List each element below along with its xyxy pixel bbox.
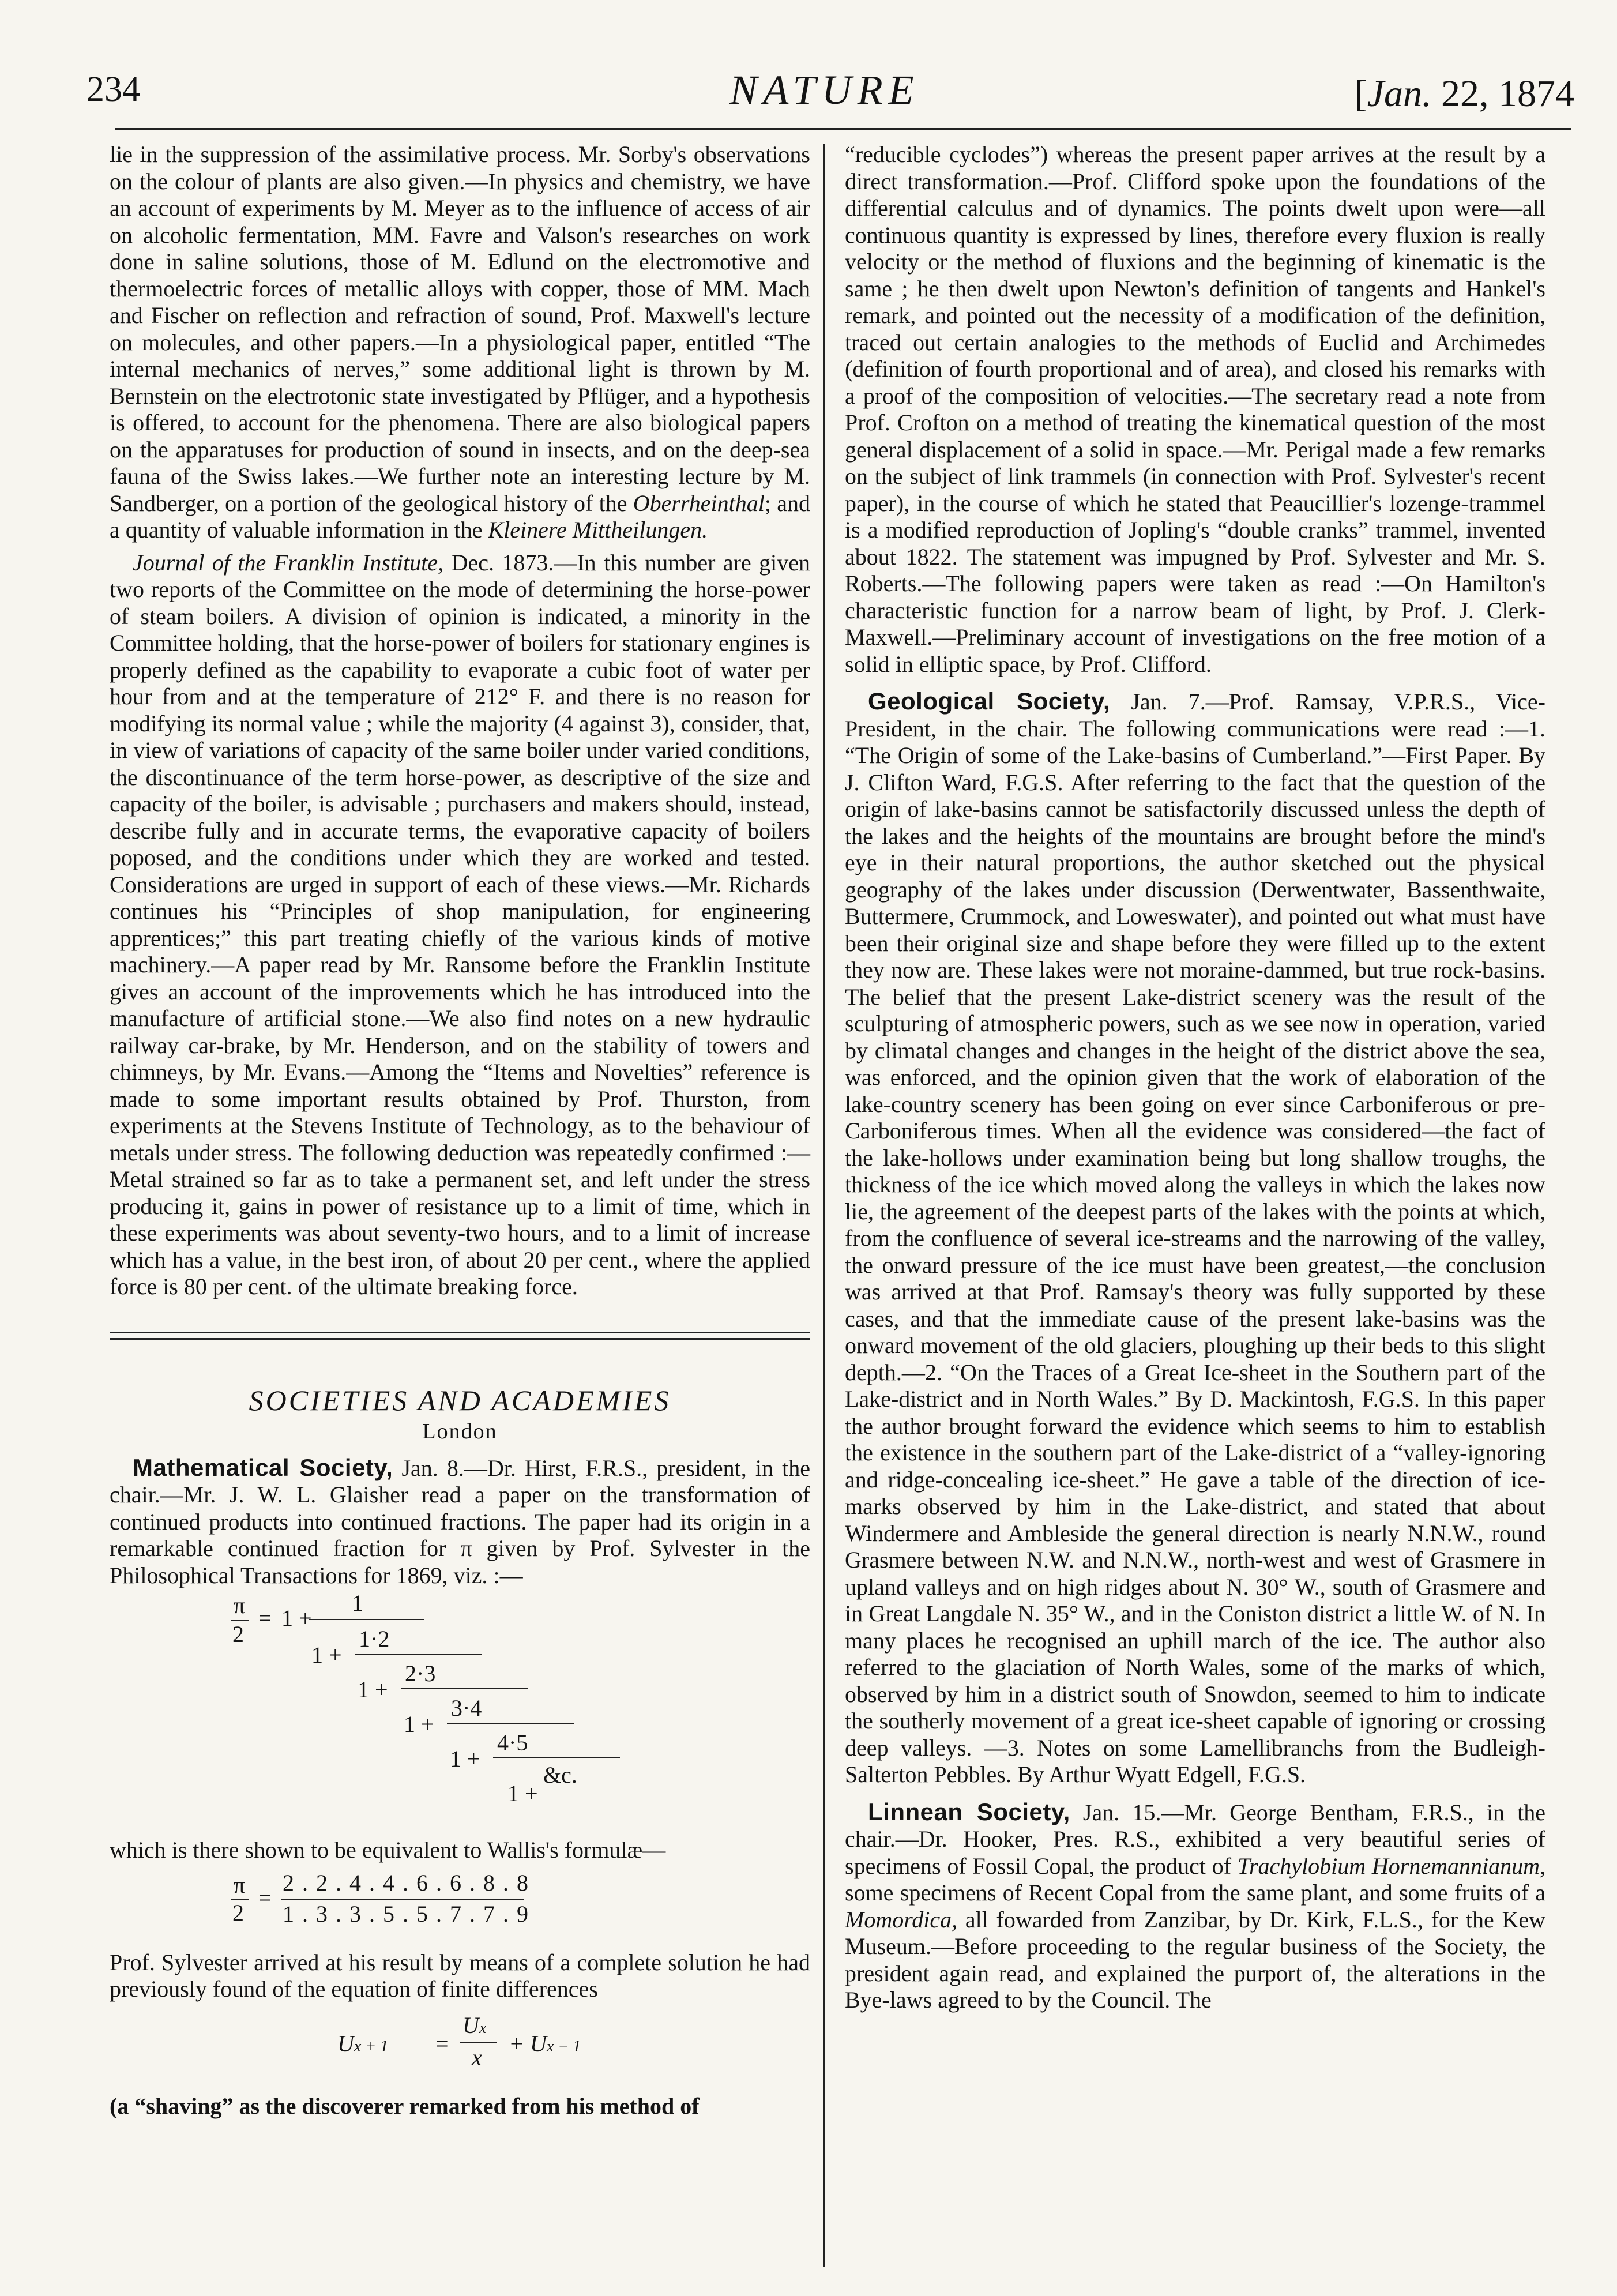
column-divider [823,144,825,2267]
society-name: Geological Society, [868,687,1111,715]
text: Jan. 15.—Mr. George Bentham, F.R.S., in the chair.—Dr. Hooker, Pres. R.S., exhibited a very beautiful series of specimens of Fossil Copal, the product of [845,1799,1545,1879]
wallis-numerator: 2 . 2 . 4 . 4 . 6 . 6 . 8 . 8 [283,1869,529,1896]
text: all fowarded from Zanzibar, by Dr. Kirk, F.L.S., for the Kew Museum.—Before proceeding to the regular business of the Society, the president again read, and explained the purport of, the alterations in the Bye-laws agreed to by the Council. The [845,1906,1545,2013]
one-plus: 1 + [404,1711,434,1737]
date-bracket: [ [1354,73,1367,115]
subscript: x − 1 [546,2037,581,2055]
text: Jan. 8.—Dr. Hirst, F.R.S., president, in the chair.—Mr. J. W. L. Glaisher read a paper on the transformation of continued products into continued fractions. The paper had its origin in a remarkable continued fraction for π given by Prof. Sylvester in the Philosophical Transactions for 1869, viz. :— [110,1455,810,1588]
subscript: x + 1 [354,2037,389,2055]
issue-date [1355,72,1574,116]
wallis-formula [110,1867,810,1942]
text: Jan. 7.—Prof. Ramsay, V.P.R.S., Vice-President, in the chair. The following communications were read :—1. “The Origin of some of the Lake-basins of Cumberland.”—First Paper. By J. Clifton Ward, F.G.S. After referring to the fact that the question of the origin of lake-basins cannot be satisfactorily discussed unless the depth of the lakes and the heights of the mountains are brought before the mind's eye in their natural proportions, the author sketched out the physical geography of the lakes under discussion (Derwentwater, Bassenthwaite, Buttermere, Crummock, and Loweswater), and pointed out what must have been their original size and shape before they were filled up to the extent they now are. These lakes were not moraine-dammed, but true rock-basins. The belief that the present Lake-district scenery was the result of the sculpturing of atmospheric powers, such as we see now in operation, varied by climatal changes and changes in the height of the district above the sea, was enforced, and the opinion given that the work of elaboration of the lake-country scenery has been going on ever since Carboniferous or pre-Carboniferous times. When all the evidence was considered—the fact of the lake-hollows under examination being but long shallow troughs, the thickness of the ice which moved along the valleys in which the lakes now lie, the agreement of the deepest parts of the lakes with the points at which, from the confluence of several ice-streams and the narrowing of the valley, the onward pressure of the ice must have been greatest,—the conclusion was arrived at that Prof. Ramsay's theory was fully supported by these cases, and that the immediate cause of the present lake-basins was the onward movement of the old glaciers, ploughing up their beds to this slight depth.—2. “On the Traces of a Great Ice-sheet in the Southern part of the Lake-district and in North Wales.” By D. Mackintosh, F.G.S. In this paper the author brought forward the evidence which seems to him to establish the existence in the southern part of the Lake-district of a “valley-ignoring and ridge-concealing ice-sheet.” He gave a table of the direction of ice-marks observed by him in the Lake-district, and stated that about Windermere and Ambleside the general direction is nearly N.N.W., round Grasmere between N.W. and N.N.W., north-west and west of Grasmere in upland valleys and on high ridges about N. 30° W., south of Grasmere and in Great Langdale N. 35° W., and in the Coniston district a little W. of N. In many places he recognised an uphill march of the ice. The author also referred to the glaciation of North Wales, some of the marks of which, observed by him in a district south of Snowdon, seemed to him to indicate the southerly movement of a great ice-sheet capable of ignoring or crossing deep valleys. —3. Notes on some Lamellibranchs from the Budleigh-Salterton Pebbles. By Arthur Wyatt Edgell, F.G.S. [845,689,1545,1787]
term-4-5: 4·5 [497,1730,528,1756]
page-number: 234 [87,70,140,109]
fraction-bar [281,1899,524,1900]
date-month: Jan. [1367,73,1432,115]
right-column [845,141,1545,2014]
lhs [337,2031,388,2061]
u-symbol: U [462,2012,479,2038]
denominator: 2 [232,1621,244,1647]
text-italic: Kleinere Mittheilungen. [488,517,708,543]
subscript: x [479,2019,487,2037]
paragraph-shaving: (a “shaving” as the discoverer remarked from his method of [110,2092,700,2119]
left-column [110,141,810,2120]
denominator: 2 [232,1899,244,1926]
continued-fraction-equation [110,1589,810,1837]
paragraph-sylvester-result: Prof. Sylvester arrived at his result by means of a complete solution he had previously found of the equation of finite differences [110,1949,810,2002]
one-plus: 1 + [358,1677,388,1703]
wallis-denominator: 1 . 3 . 3 . 5 . 5 . 7 . 7 . 9 [283,1900,529,1927]
difference-equation [110,2008,810,2088]
one-plus: 1 + [507,1780,538,1806]
one-plus: 1 + [311,1642,342,1668]
fraction-bar [493,1757,620,1758]
text-italic: Momordica, [845,1906,958,1933]
numerator: 1 [352,1590,363,1616]
equals-sign: = [258,1605,272,1631]
text: Dec. 1873.—In this number are given two reports of the Committee on the mode of determining the horse-power of steam boilers. A division of opinion is indicated, a minority in the Committee holding, that the horse-power of boilers for stationary engines is properly defined as the capability to evaporate a cubic foot of water per hour from and at the temperature of 212° F. and there is no reason for modifying its normal value ; while the majority (4 against 3), consider, that, in view of variations of capacity of the same boiler under varied conditions, the discontinuance of the term horse-power, as descriptive of the size and capacity of the boiler, is advisable ; purchasers and makers should, instead, describe fully and in accurate terms, the evaporative capacity of boilers poposed, and the conditions under which they are worked and tested. Considerations are urged in support of each of these views.—Mr. Richards continues his “Principles of shop manipulation, for engineering apprentices;” this part treating chiefly of the various kinds of motive machinery.—A paper read by Mr. Ransome before the Franklin Institute gives an account of the improvements which he has introduced into the manufacture of artificial stone.—We also find notes on a new hydraulic railway car-brake, by Mr. Henderson, and on the stability of towers and chimneys, by Mr. Evans.—Among the “Items and Novelties” reference is made to some important results obtained by Prof. Thurston, from experiments at the Stevens Institute of Technology, as to the behaviour of metals under stress. The following deduction was repeatedly confirmed :—Metal strained so far as to take a permanent set, and left under the stress producing it, gains in power of resistance up to a limit of time, which in these experiments was about seventy-two hours, and to a limit of increase which has a value, in the best iron, of about 20 per cent., where the applied force is 80 per cent. of the ultimate breaking force. [110,549,810,1299]
text-italic: Oberrheinthal [633,490,765,516]
pi-symbol: π [234,1872,246,1898]
term-1-2: 1·2 [359,1626,390,1652]
paragraph-linnean-society [845,1799,1545,2014]
society-name: Linnean Society, [868,1798,1070,1825]
paragraph-franklin-institute [110,550,810,1301]
paragraph-physics-chemistry [110,141,810,544]
u-symbol: U [337,2030,354,2057]
fraction-bar [401,1688,528,1689]
term-2-3: 2·3 [405,1660,436,1686]
page-header [75,63,1574,127]
one-plus: 1 + [281,1605,312,1631]
one-plus: 1 + [450,1746,480,1772]
term-3-4: 3·4 [451,1695,482,1721]
text-italic: Trachylobium Hornemannianum, [1237,1852,1546,1879]
fraction-bar [447,1723,574,1724]
section-subtitle: London [422,1419,498,1444]
society-name: Mathematical Society, [133,1453,393,1481]
wallis-intro: which is there shown to be equivalent to Wallis's formulæ— [110,1837,666,1863]
equals-sign: = [258,1884,272,1911]
fraction-bar [309,1619,424,1620]
pi-symbol: π [234,1592,246,1618]
etc: &c. [543,1762,577,1788]
paragraph-mathematical-society [110,1455,810,1589]
numerator [462,2012,486,2042]
equals-sign: = [435,2030,449,2057]
paragraph-clifford: “reducible cyclodes”) whereas the present paper arrives at the result by a direct transformation.—Prof. Clifford spoke upon the foundations of the differential calculus and of dynamics. The points dwelt upon were—all continuous quantity is expressed by lines, therefore every fluxion is really velocity or the method of fluxions and the beginning of kinematic is the same ; he then dwelt upon Newton's definition of tangents and Hankel's remark, and pointed out the necessity of a modification of the definition, traced out certain analogies to the methods of Euclid and Archimedes (definition of fourth proportional and of area), and closed his remarks with a proof of the composition of velocities.—The secretary read a note from Prof. Crofton on a method of treating the kinematical question of the most general displacement of a solid in space.—Mr. Perigal made a few remarks on the subject of link trammels (in connection with Prof. Sylvester's recent paper), in the course of which he stated that Peaucillier's lozenge-trammel is a modified reproduction of Jopling's “double cranks” trammel, invented about 1822. The statement was impugned by Prof. Sylvester and Mr. S. Roberts.—The following papers were taken as read :—On Hamilton's characteristic function for a narrow beam of light, by Prof. J. Clerk-Maxwell.—Preliminary account of investigations on the free motion of a solid in elliptic space, by Prof. Clifford. [845,141,1545,677]
text: lie in the suppression of the assimilative process. Mr. Sorby's observations on the colour of plants are also given.—In physics and chemistry, we have an account of experiments by M. Meyer as to the influence of access of air on alcoholic fermentation, MM. Favre and Valson's researches on work done in saline solutions, those of M. Edlund on the electromotive and thermoelectric forces of metallic alloys with copper, those of MM. Mach and Fischer on reflection and refraction of sound, Prof. Maxwell's lecture on molecules, and other papers.—In a physiological paper, entitled “The internal mechanics of nerves,” some additional light is thrown by M. Bernstein on the electrotonic state investigated by Pflüger, and a hypothesis is offered, to account for the phenomena. There are also biological papers on the apparatuses for production of sound in insects, and on the deep-sea fauna of the Swiss lakes.—We further note an interesting lecture by M. Sandberger, on a portion of the geological history of the [110,141,810,516]
denominator: x [472,2044,482,2070]
fraction-bar [460,2042,497,2043]
plus-u: + U [509,2030,547,2057]
paragraph-geological-society [845,688,1545,1788]
header-rule [115,128,1571,130]
section-double-rule [110,1332,810,1340]
journal-name: Journal of the Franklin Institute, [133,549,444,576]
text: some specimens of Recent Copal from the same plant, and some fruits of a [845,1880,1545,1906]
text: ; and a quantity of valuable information in the [110,490,810,543]
section-title: SOCIETIES AND ACADEMIES [249,1384,671,1416]
fraction-bar [355,1654,482,1655]
rhs [509,2031,581,2061]
journal-title: NATURE [729,67,920,113]
date-day-year: 22, 1874 [1431,73,1574,115]
